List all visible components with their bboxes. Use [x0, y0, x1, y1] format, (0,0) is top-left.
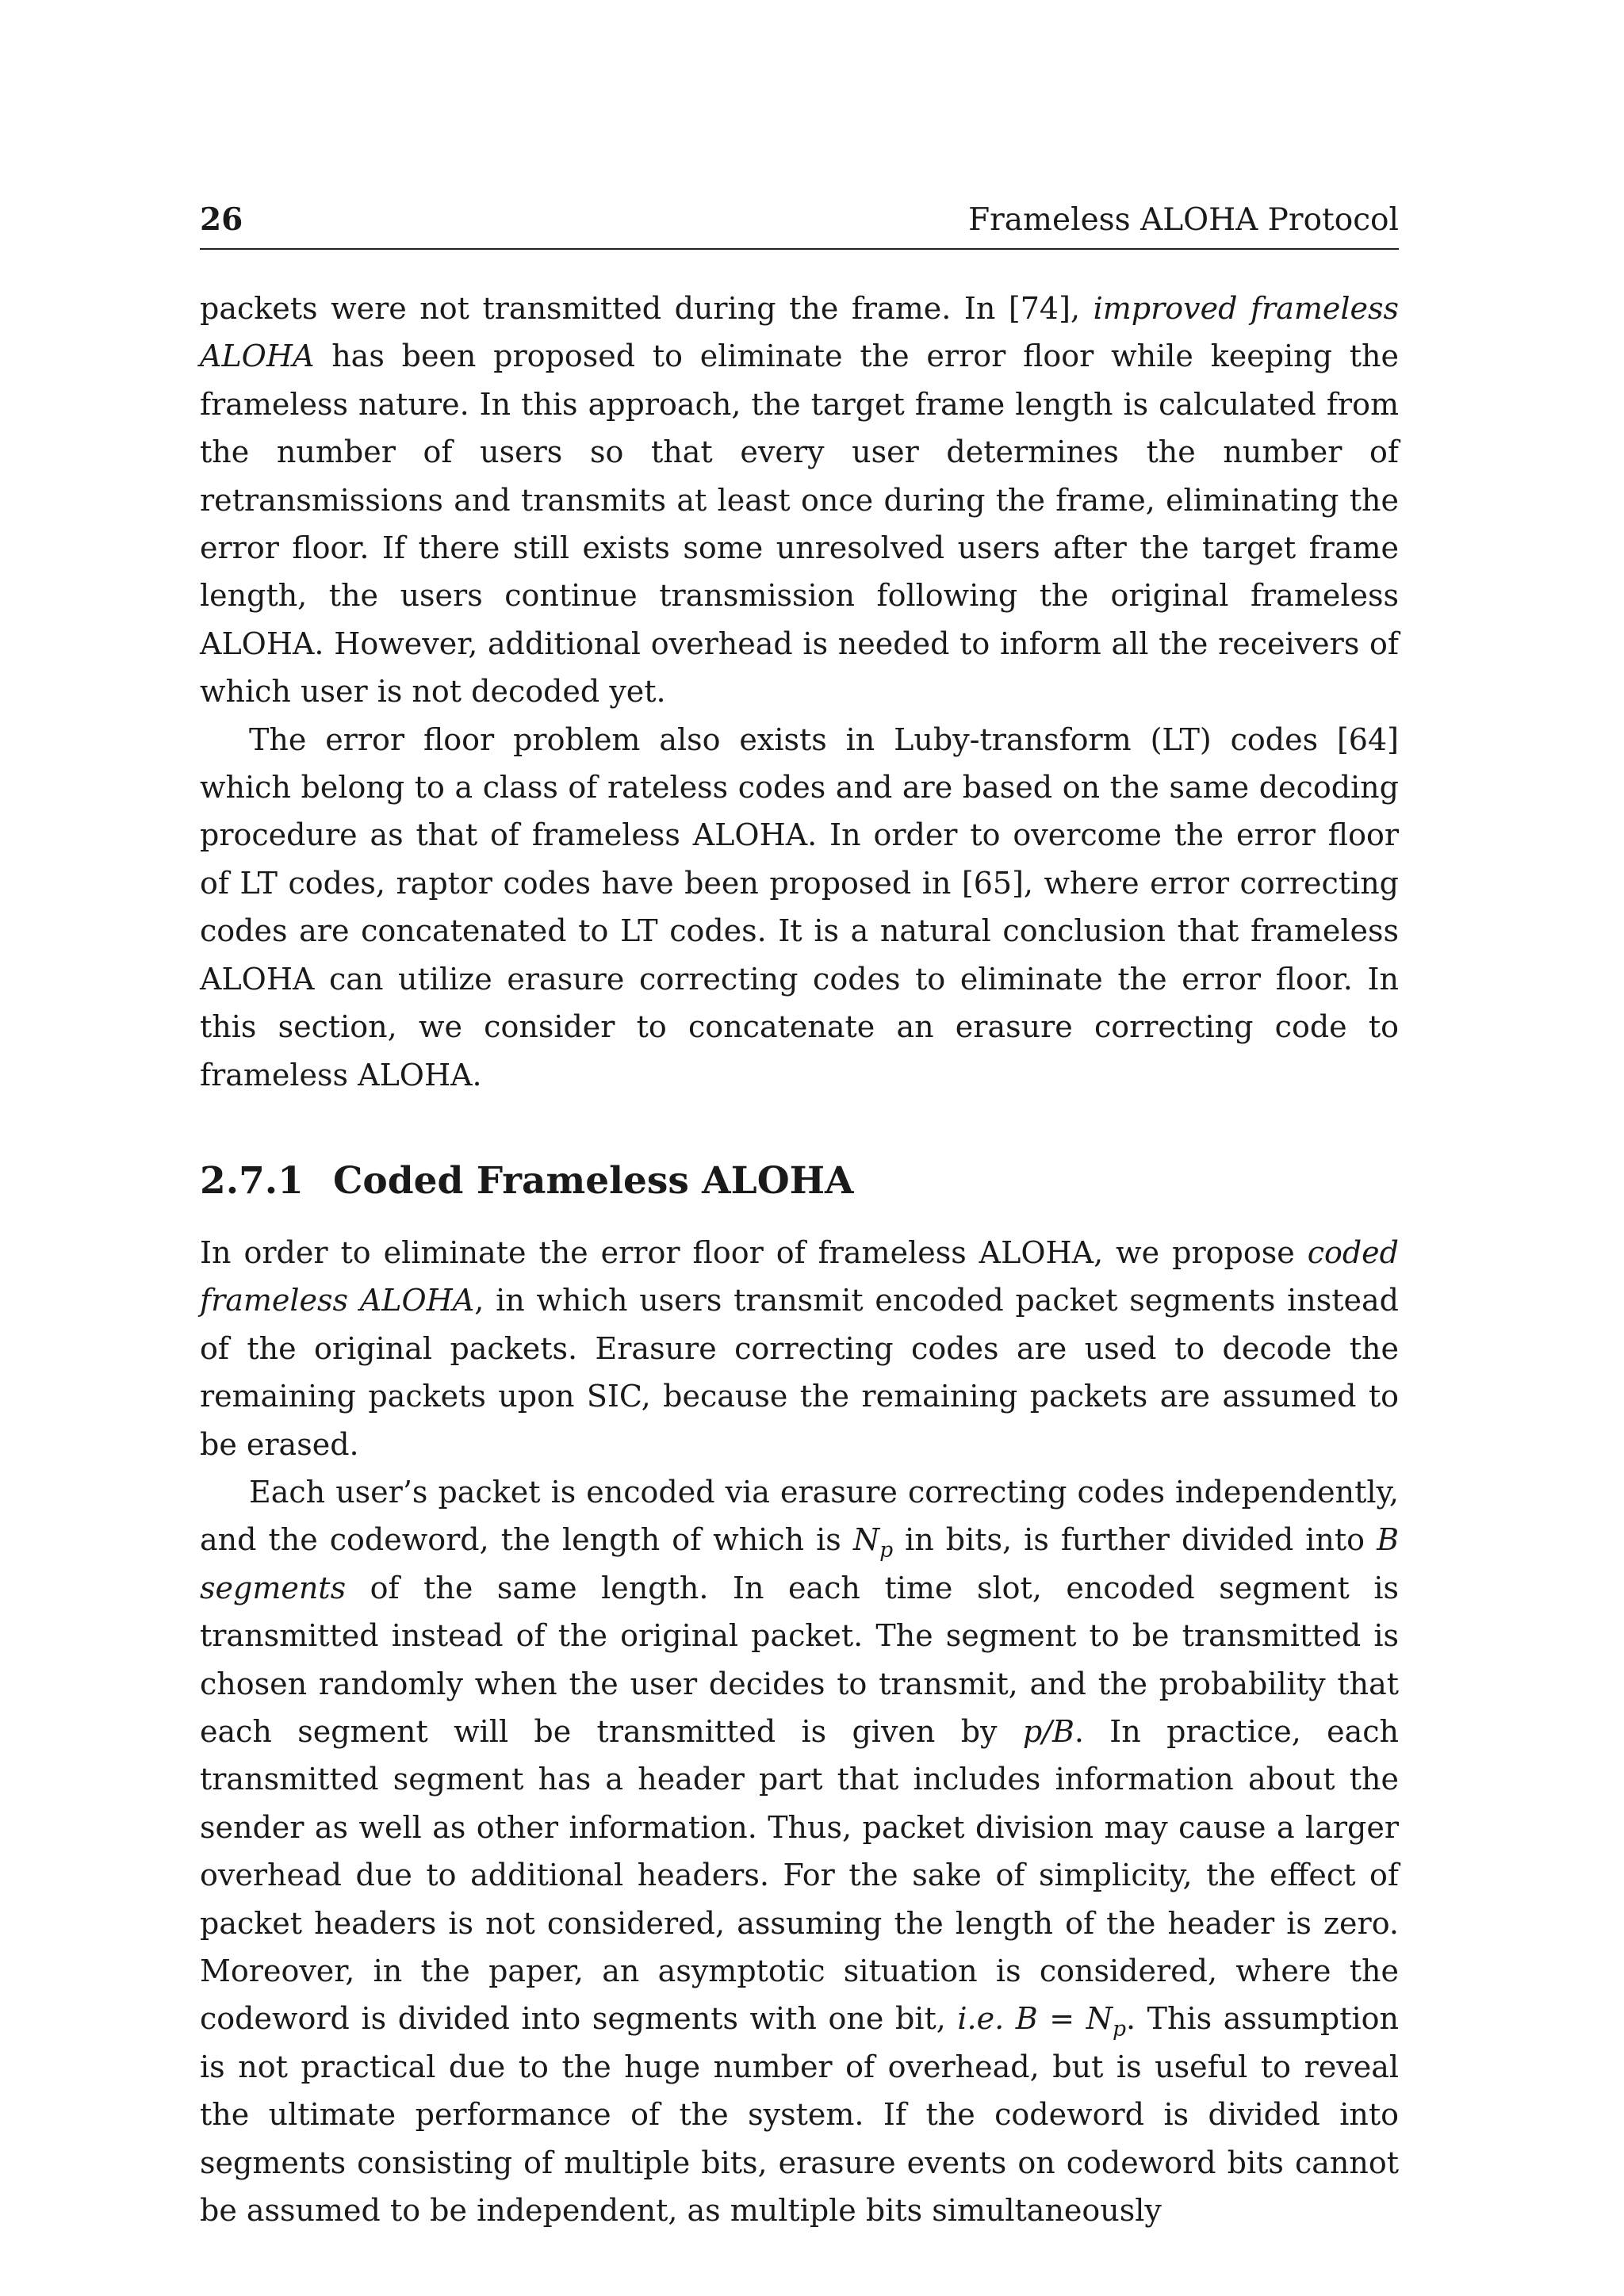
math-eq-base: B = N: [1015, 2001, 1113, 2037]
paragraph-text: has been proposed to eliminate the error floor while keeping the frameless nature. In this approach, the target frame length is calculated from the number of users so that every user determines the number of retransmissions and transmits at least once during the frame, eliminating the error floor. If there still exists some unresolved users after the target frame length, the users continue transmission following the original frameless ALOHA. However, additional overhead is needed to inform all the receivers of which user is not decoded yet.: [200, 339, 1399, 710]
section-title: Coded Frameless ALOHA: [333, 1158, 854, 1203]
section-heading: [200, 1156, 1399, 1207]
paragraph-text: in bits, is further divided into: [893, 1522, 1377, 1558]
body-text: [200, 285, 1399, 2234]
math-np: [852, 1522, 894, 1563]
math-b: B: [1377, 1522, 1399, 1558]
paragraph-text: , in which users transmit encoded packet segments instead of the original packets. Erasure correcting codes are used to decode the remaining packets upon SIC, because the remaining packets are assumed to be erased.: [200, 1283, 1400, 1462]
math-p-over-b: p/B: [1022, 1713, 1074, 1749]
math-np-base: N: [852, 1522, 880, 1558]
math-eq-subscript: p: [1112, 2017, 1126, 2042]
math-b-equals-np: [1015, 2001, 1126, 2042]
paragraph-text: In order to eliminate the error floor of frameless ALOHA, we propose: [200, 1234, 1308, 1270]
emphasis-segments: segments: [200, 1570, 347, 1605]
document-page: [200, 197, 1399, 2234]
paragraph-text: Each user’s packet is encoded via erasure correcting codes independently, and the codeword, the length of which is: [200, 1474, 1399, 1558]
paragraph-improved-frameless-aloha: [200, 285, 1399, 716]
running-header: [200, 197, 1399, 250]
paragraph-coded-frameless-intro: [200, 1229, 1399, 1468]
paragraph-text: packets were not transmitted during the frame. In [74],: [200, 291, 1094, 326]
paragraph-segment-encoding: [200, 1468, 1399, 2235]
math-np-subscript: p: [879, 1537, 894, 1563]
paragraph-error-floor-lt-codes: [200, 716, 1399, 1099]
paragraph-text: . In practice, each transmitted segment has a header part that includes information about the sender as well as other information. Thus, packet division may cause a larger overhead due to additional headers. For the sake of simplicity, the effect of packet headers is not considered, assuming the length of the header is zero. Moreover, in the paper, an asymptotic situation is considered, where the codeword is divided into segments with one bit,: [200, 1713, 1400, 2037]
section-number: 2.7.1: [200, 1158, 304, 1203]
emphasis-coded-frameless-aloha: coded frameless ALOHA: [200, 1234, 1399, 1318]
emphasis-ie: i.e.: [957, 2001, 1005, 2037]
paragraph-text: . This assumption is not practical due to the huge number of overhead, but is useful to reveal the ultimate performance of the system. If the codeword is divided into segments consisting of multiple bits, erasure events on codeword bits cannot be assumed to be independent, as multiple bits simultaneously: [200, 2001, 1399, 2229]
page-number: 26: [200, 201, 243, 238]
emphasis-improved-frameless-aloha: improved frameless ALOHA: [200, 291, 1400, 374]
chapter-title: Frameless ALOHA Protocol: [968, 202, 1399, 238]
paragraph-text: The error floor problem also exists in Luby-transform (LT) codes [64] which belong to a class of rateless codes and are based on the same decoding procedure as that of frameless ALOHA. In order to overcome the error floor of LT codes, raptor codes have been proposed in [65], where error correcting codes are concatenated to LT codes. It is a natural conclusion that frameless ALOHA can utilize erasure correcting codes to eliminate the error floor. In this section, we consider to concatenate an erasure correcting code to frameless ALOHA.: [200, 721, 1399, 1093]
paragraph-text: of the same length. In each time slot, encoded segment is transmitted instead of the original packet. The segment to be transmitted is chosen randomly when the user decides to transmit, and the probability that each segment will be transmitted is given by: [200, 1570, 1399, 1749]
